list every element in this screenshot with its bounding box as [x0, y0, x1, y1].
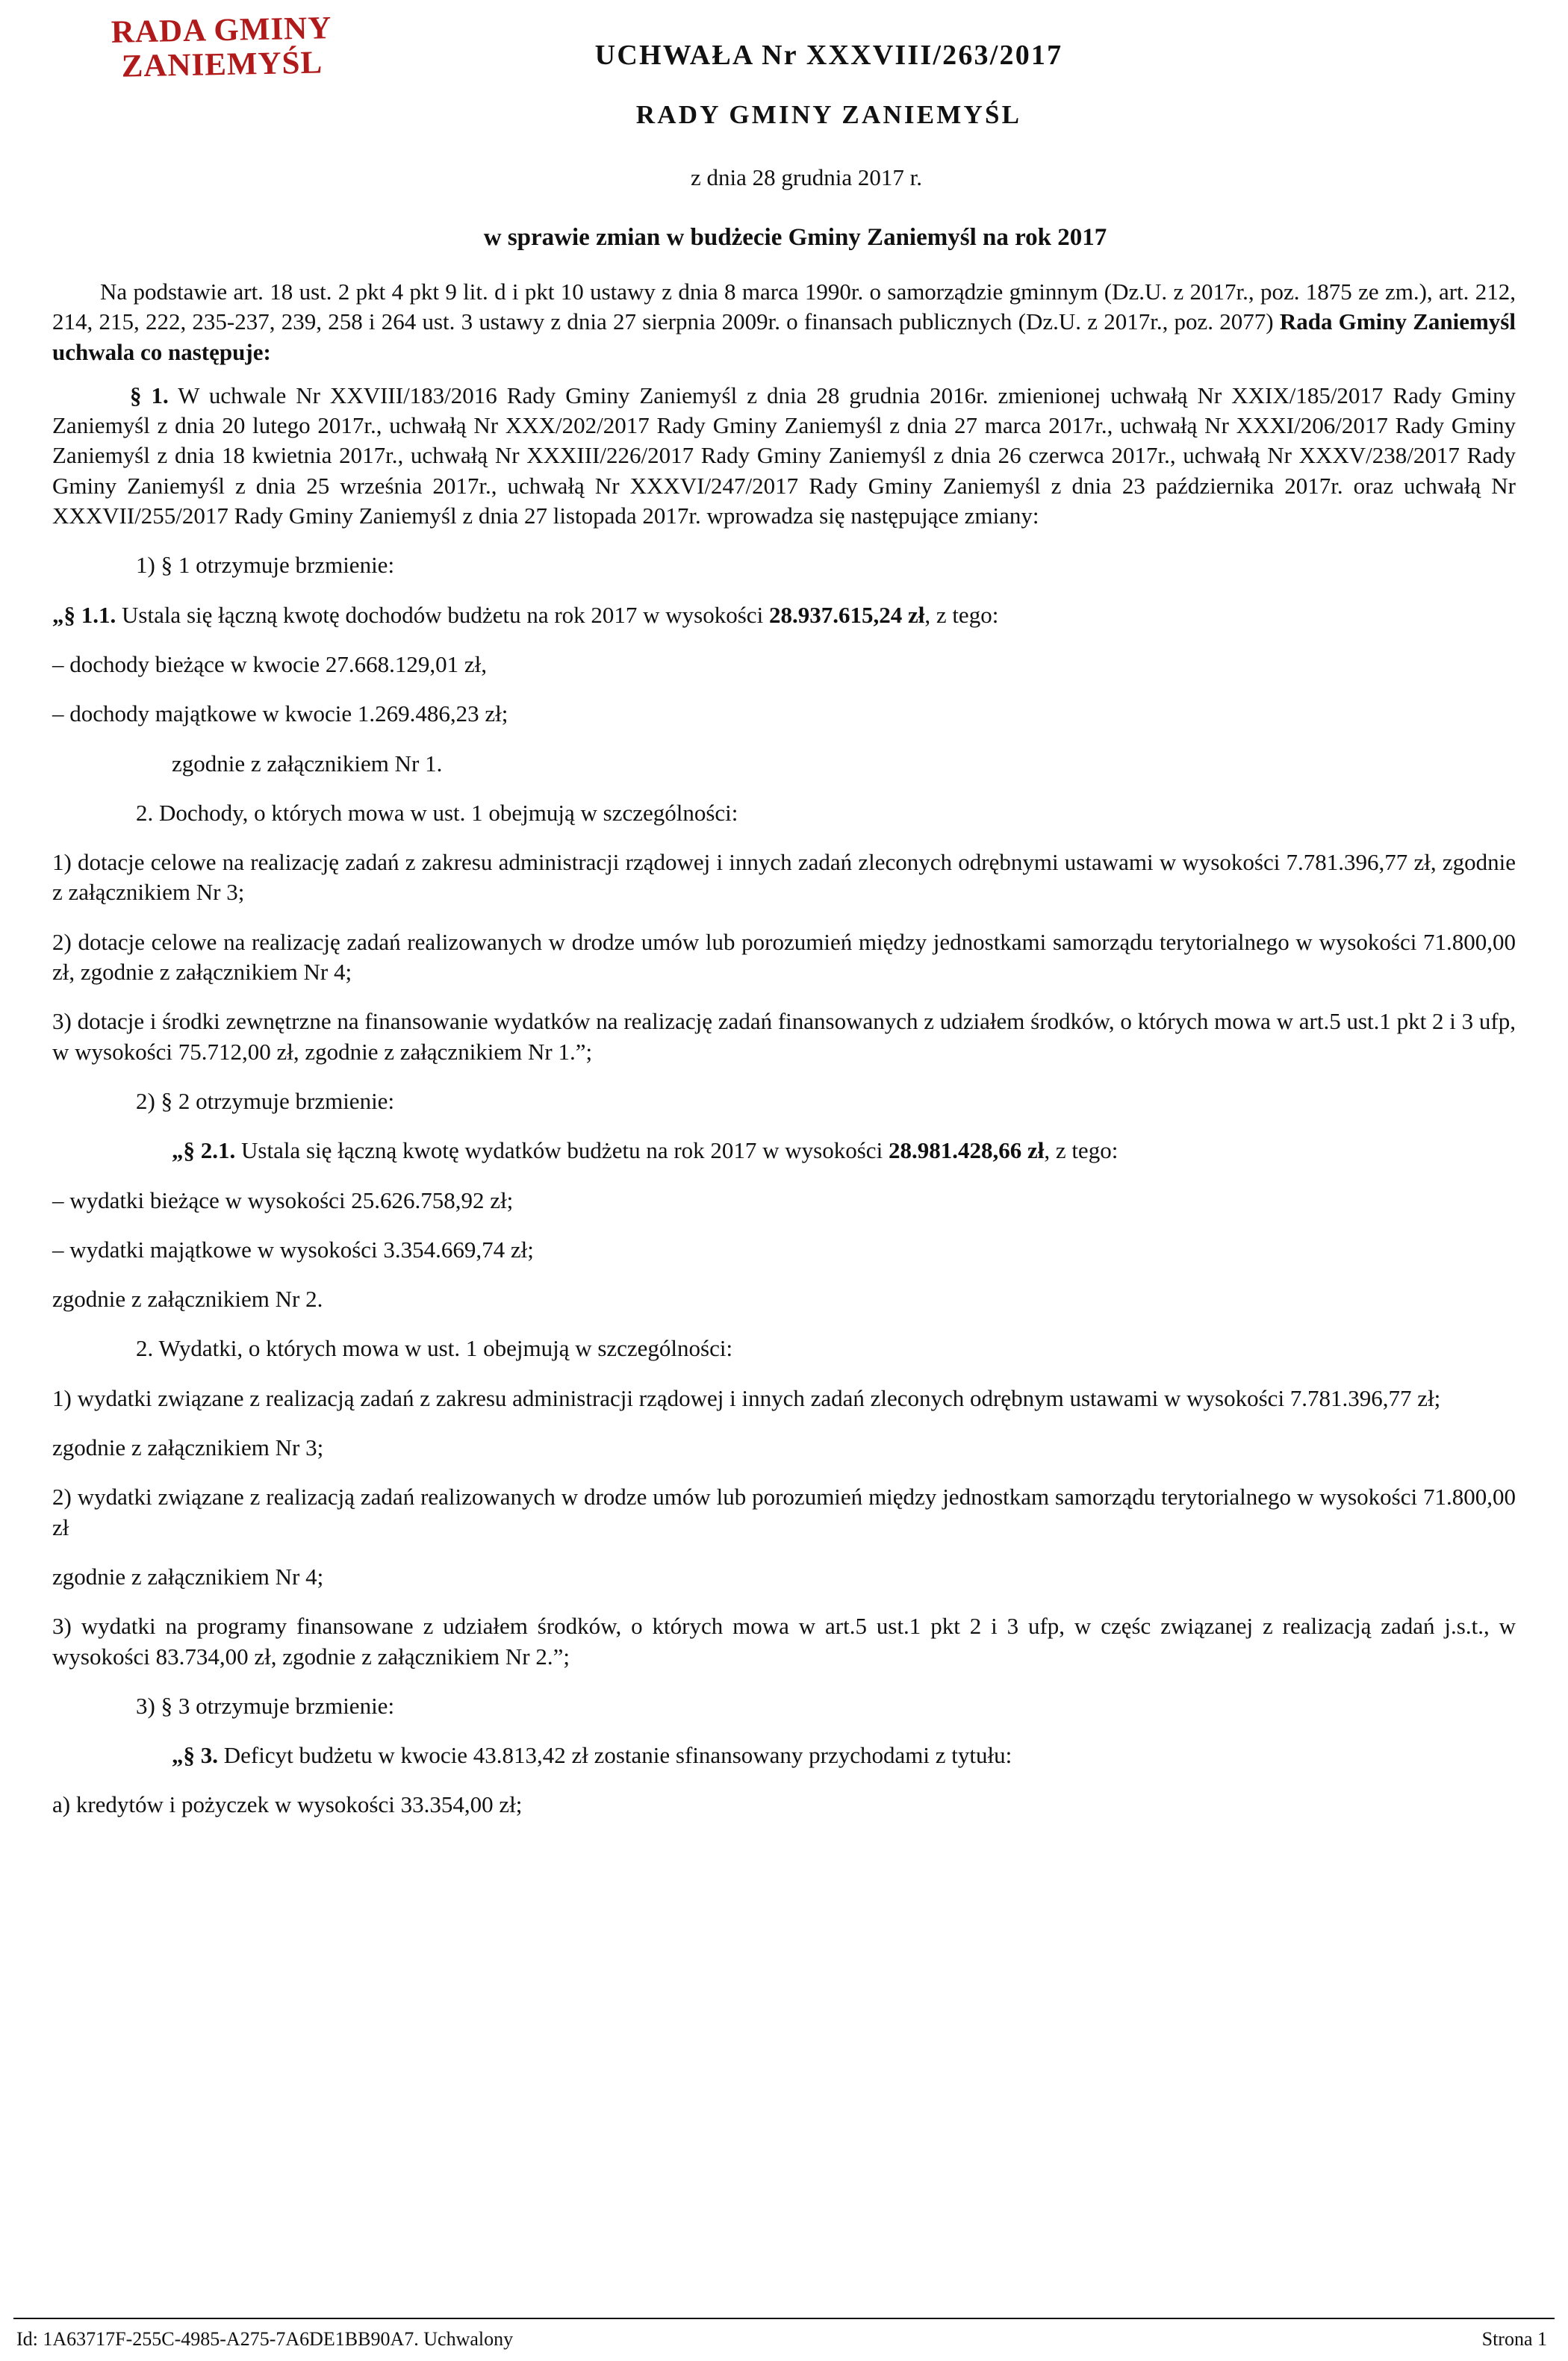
- par1-1: [52, 600, 1516, 630]
- document-body: [52, 277, 1516, 1820]
- footer-divider: [13, 2318, 1555, 2319]
- par1-1-text: Ustala się łączną kwotę dochodów budżetu na rok 2017 w wysokości: [116, 601, 769, 628]
- par3-item-a: a) kredytów i pożyczek w wysokości 33.354,00 zł;: [52, 1791, 523, 1818]
- par2-1-text: Ustala się łączną kwotę wydatków budżetu na rok 2017 w wysokości: [235, 1137, 889, 1164]
- par3-text: Deficyt budżetu w kwocie 43.813,42 zł zostanie sfinansowany przychodami z tytułu:: [218, 1742, 1012, 1769]
- par2-2-item-3: 3) wydatki na programy finansowane z udziałem środków, o których mowa w art.5 ust.1 pkt 2 i 3 ufp, w częśc związanej z realizacją zadań j.s.t., w wysokości 83.734,00 zł, zgodnie z załącznikiem Nr 2.”;: [52, 1613, 1516, 1670]
- par2-1-suffix: , z tego:: [1044, 1137, 1119, 1164]
- par2-1-attachment: zgodnie z załącznikiem Nr 2.: [52, 1286, 323, 1313]
- par1-1-amount: 28.937.615,24 zł: [768, 601, 925, 628]
- par2-1-amount: 28.981.428,66 zł: [888, 1137, 1045, 1164]
- stamp-line-2: ZANIEMYŚL: [121, 44, 323, 84]
- page-footer: [0, 2328, 1568, 2351]
- par1-2-item-2: 2) dotacje celowe na realizację zadań realizowanych w drodze umów lub porozumień między jednostkami samorządu terytorialnego w wysokości 71.800,00 zł, zgodnie z załącznikiem Nr 4;: [52, 928, 1516, 986]
- page-number: Strona 1: [1481, 2328, 1547, 2350]
- legal-basis-paragraph: [52, 277, 1516, 367]
- par1-1-attachment: zgodnie z załącznikiem Nr 1.: [172, 750, 443, 777]
- stamp-line-1: RADA GMINY: [111, 10, 332, 50]
- par2-1: [52, 1136, 1516, 1166]
- legal-basis-bold: Rada Gminy Zaniemyśl uchwala co następuje:: [52, 308, 1516, 365]
- par2-2-item-1: 1) wydatki związane z realizacją zadań z zakresu administracji rządowej i innych zadań zleconych odrębnym ustawami w wysokości 7.781.396,77 zł;: [52, 1384, 1441, 1411]
- par1-1-dash-b: – dochody majątkowe w kwocie 1.269.486,23 zł;: [52, 700, 508, 727]
- par2-1-marker: „§ 2.1.: [172, 1137, 236, 1164]
- document-date: z dnia 28 grudnia 2017 r.: [691, 164, 922, 190]
- par2-1-dash-a: – wydatki bieżące w wysokości 25.626.758,92 zł;: [52, 1186, 514, 1213]
- par3-marker: „§ 3.: [172, 1742, 218, 1769]
- par1-1-dash-a: – dochody bieżące w kwocie 27.668.129,01 zł,: [52, 650, 487, 677]
- council-stamp: [46, 10, 398, 84]
- par1-2-item-1: 1) dotacje celowe na realizację zadań z zakresu administracji rządowej i innych zadań zleconych odrębnymi ustawami w wysokości 7.781.396,77 zł, zgodnie z załącznikiem Nr 3;: [52, 849, 1516, 906]
- par1-marker: § 1.: [130, 382, 169, 408]
- paragraph-1: [52, 381, 1516, 531]
- par2-2-item-2-attachment: zgodnie z załącznikiem Nr 4;: [52, 1563, 324, 1590]
- par1-2-item-3: 3) dotacje i środki zewnętrzne na finansowanie wydatków na realizację zadań finansowanych z udziałem środków, o których mowa w art.5 ust.1 pkt 2 i 3 ufp, w wysokości 75.712,00 zł, zgodnie z załącznikiem Nr 1.”;: [52, 1008, 1516, 1065]
- par2-1-dash-b: – wydatki majątkowe w wysokości 3.354.669,74 zł;: [52, 1236, 534, 1263]
- par2-2-item-1-attachment: zgodnie z załącznikiem Nr 3;: [52, 1434, 324, 1461]
- list-item-2: 2) § 2 otrzymuje brzmienie:: [136, 1087, 395, 1114]
- document-subject: w sprawie zmian w budżecie Gminy Zaniemyśl na rok 2017: [483, 224, 1107, 251]
- list-item-3: 3) § 3 otrzymuje brzmienie:: [136, 1692, 395, 1719]
- par3: [52, 1741, 1516, 1770]
- par1-1-suffix: , z tego:: [924, 601, 999, 628]
- list-item-1: 1) § 1 otrzymuje brzmienie:: [136, 552, 395, 579]
- document-title: UCHWAŁA Nr XXXVIII/263/2017: [594, 40, 1063, 71]
- par2-2-item-2: 2) wydatki związane z realizacją zadań realizowanych w drodze umów lub porozumień między jednostkam samorządu terytorialnego w wysokości 71.800,00 zł: [52, 1484, 1516, 1540]
- legal-basis-text: Na podstawie art. 18 ust. 2 pkt 4 pkt 9 lit. d i pkt 10 ustawy z dnia 8 marca 1990r. o samorządzie gminnym (Dz.U. z 2017r., poz. 1875 ze zm.), art. 212, 214, 215, 222, 235-237, 239, 258 i 264 ust. 3 ustawy z dnia 27 sierpnia 2009r. o finansach publicznych (Dz.U. z 2017r., poz. 2077): [52, 279, 1516, 335]
- par2-2: 2. Wydatki, o których mowa w ust. 1 obejmują w szczególności:: [136, 1335, 733, 1362]
- par1-text: W uchwale Nr XXVIII/183/2016 Rady Gminy Zaniemyśl z dnia 28 grudnia 2016r. zmienionej uchwałą Nr XXIX/185/2017 Rady Gminy Zaniemyśl z dnia 20 lutego 2017r., uchwałą Nr XXX/202/2017 Rady Gminy Zaniemyśl z dnia 27 marca 2017r., uchwałą Nr XXXI/206/2017 Rady Gminy Zaniemyśl z dnia 18 kwietnia 2017r., uchwałą Nr XXXIII/226/2017 Rady Gminy Zaniemyśl z dnia 26 czerwca 2017r., uchwałą Nr XXXV/238/2017 Rady Gminy Zaniemyśl z dnia 25 września 2017r., uchwałą Nr XXXVI/247/2017 Rady Gminy Zaniemyśl z dnia 23 października 2017r. oraz uchwałą Nr XXXVII/255/2017 Rady Gminy Zaniemyśl z dnia 27 listopada 2017r. wprowadza się następujące zmiany:: [52, 382, 1516, 529]
- par1-1-marker: „§ 1.1.: [52, 601, 116, 628]
- document-id: Id: 1A63717F-255C-4985-A275-7A6DE1BB90A7. Uchwalony: [16, 2328, 514, 2350]
- document-subtitle: RADY GMINY ZANIEMYŚL: [635, 100, 1022, 129]
- par1-2: 2. Dochody, o których mowa w ust. 1 obejmują w szczególności:: [136, 799, 738, 826]
